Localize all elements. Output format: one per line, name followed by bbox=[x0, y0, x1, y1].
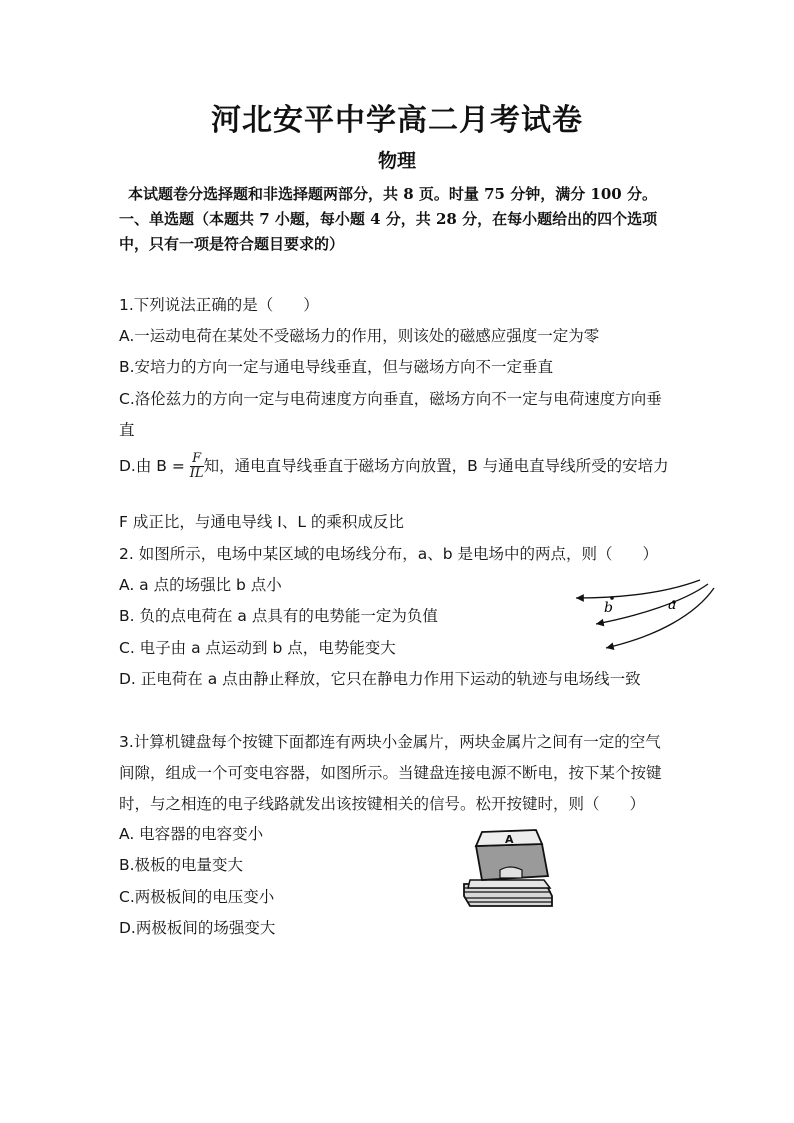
q1-option-c-line1: C.洛伦兹力的方向一定与电荷速度方向垂直，磁场方向不一定与电荷速度方向垂 bbox=[119, 390, 662, 408]
q3-option-a: A. 电容器的电容变小 bbox=[119, 825, 264, 843]
section-heading-line1: 一、单选题（本题共 7 小题，每小题 4 分，共 28 分，在每小题给出的四个选项 bbox=[119, 210, 658, 228]
q2-option-b: B. 负的点电荷在 a 点具有的电势能一定为负值 bbox=[119, 607, 438, 625]
q1-option-b: B.安培力的方向一定与通电导线垂直，但与磁场方向不一定垂直 bbox=[119, 358, 554, 376]
label-a: a bbox=[668, 597, 677, 613]
q1-stem bbox=[119, 293, 319, 315]
q1-option-d-line1 bbox=[119, 452, 669, 481]
keyboard-key-figure bbox=[460, 826, 560, 912]
q3-stem-line2: 间隙，组成一个可变电容器，如图所示。当键盘连接电源不断电，按下某个按键 bbox=[119, 764, 662, 782]
q2-stem-end: ） bbox=[642, 545, 658, 563]
fraction-numerator: F bbox=[190, 452, 204, 467]
electric-field-figure bbox=[568, 572, 718, 652]
key-letter: A bbox=[505, 833, 514, 846]
q2-option-a: A. a 点的场强比 b 点小 bbox=[119, 576, 282, 594]
key-stem bbox=[500, 867, 522, 878]
q1-stem-text: 1.下列说法正确的是（ bbox=[119, 296, 274, 314]
q1-option-a: A.一运动电荷在某处不受磁场力的作用，则该处的磁感应强度一定为零 bbox=[119, 327, 600, 345]
q1-option-c-line2: 直 bbox=[119, 421, 135, 439]
exam-intro: 本试题卷分选择题和非选择题两部分，共 8 页。时量 75 分钟，满分 100 分。 bbox=[128, 185, 657, 203]
q3-stem-line3 bbox=[119, 792, 645, 814]
q2-stem bbox=[119, 542, 658, 564]
fraction-denominator: IL bbox=[189, 466, 204, 481]
section-heading-line2: 中，只有一项是符合题目要求的） bbox=[119, 235, 345, 253]
q1-option-d-line2: F 成正比，与通电导线 I、L 的乘积成反比 bbox=[119, 513, 404, 531]
exam-title: 河北安平中学高二月考试卷 bbox=[211, 103, 583, 138]
q3-stem-text: 时，与之相连的电子线路就发出该按键相关的信号。松开按键时，则（ bbox=[119, 795, 600, 813]
q2-option-c: C. 电子由 a 点运动到 b 点，电势能变大 bbox=[119, 639, 396, 657]
label-b: b bbox=[604, 600, 613, 616]
q3-option-d: D.两极板间的场强变大 bbox=[119, 919, 276, 937]
subject-title: 物理 bbox=[377, 150, 416, 172]
field-line-top bbox=[576, 580, 700, 598]
q3-option-b: B.极板的电量变大 bbox=[119, 856, 244, 874]
formula-fraction bbox=[190, 452, 204, 481]
q1-option-d-prefix: D.由 B = bbox=[119, 457, 185, 475]
q3-option-c: C.两极板间的电压变小 bbox=[119, 888, 275, 906]
q2-stem-text: 2. 如图所示，电场中某区域的电场线分布，a、b 是电场中的两点，则（ bbox=[119, 545, 613, 563]
q1-option-d-suffix: 知，通电直导线垂直于磁场方向放置，B 与通电直导线所受的安培力 bbox=[203, 457, 669, 475]
q3-stem-line1: 3.计算机键盘每个按键下面都连有两块小金属片，两块金属片之间有一定的空气 bbox=[119, 733, 661, 751]
q3-stem-end: ） bbox=[629, 795, 646, 813]
q2-option-d: D. 正电荷在 a 点由静止释放，它只在静电力作用下运动的轨迹与电场线一致 bbox=[119, 670, 641, 688]
q1-stem-end: ） bbox=[303, 296, 319, 314]
